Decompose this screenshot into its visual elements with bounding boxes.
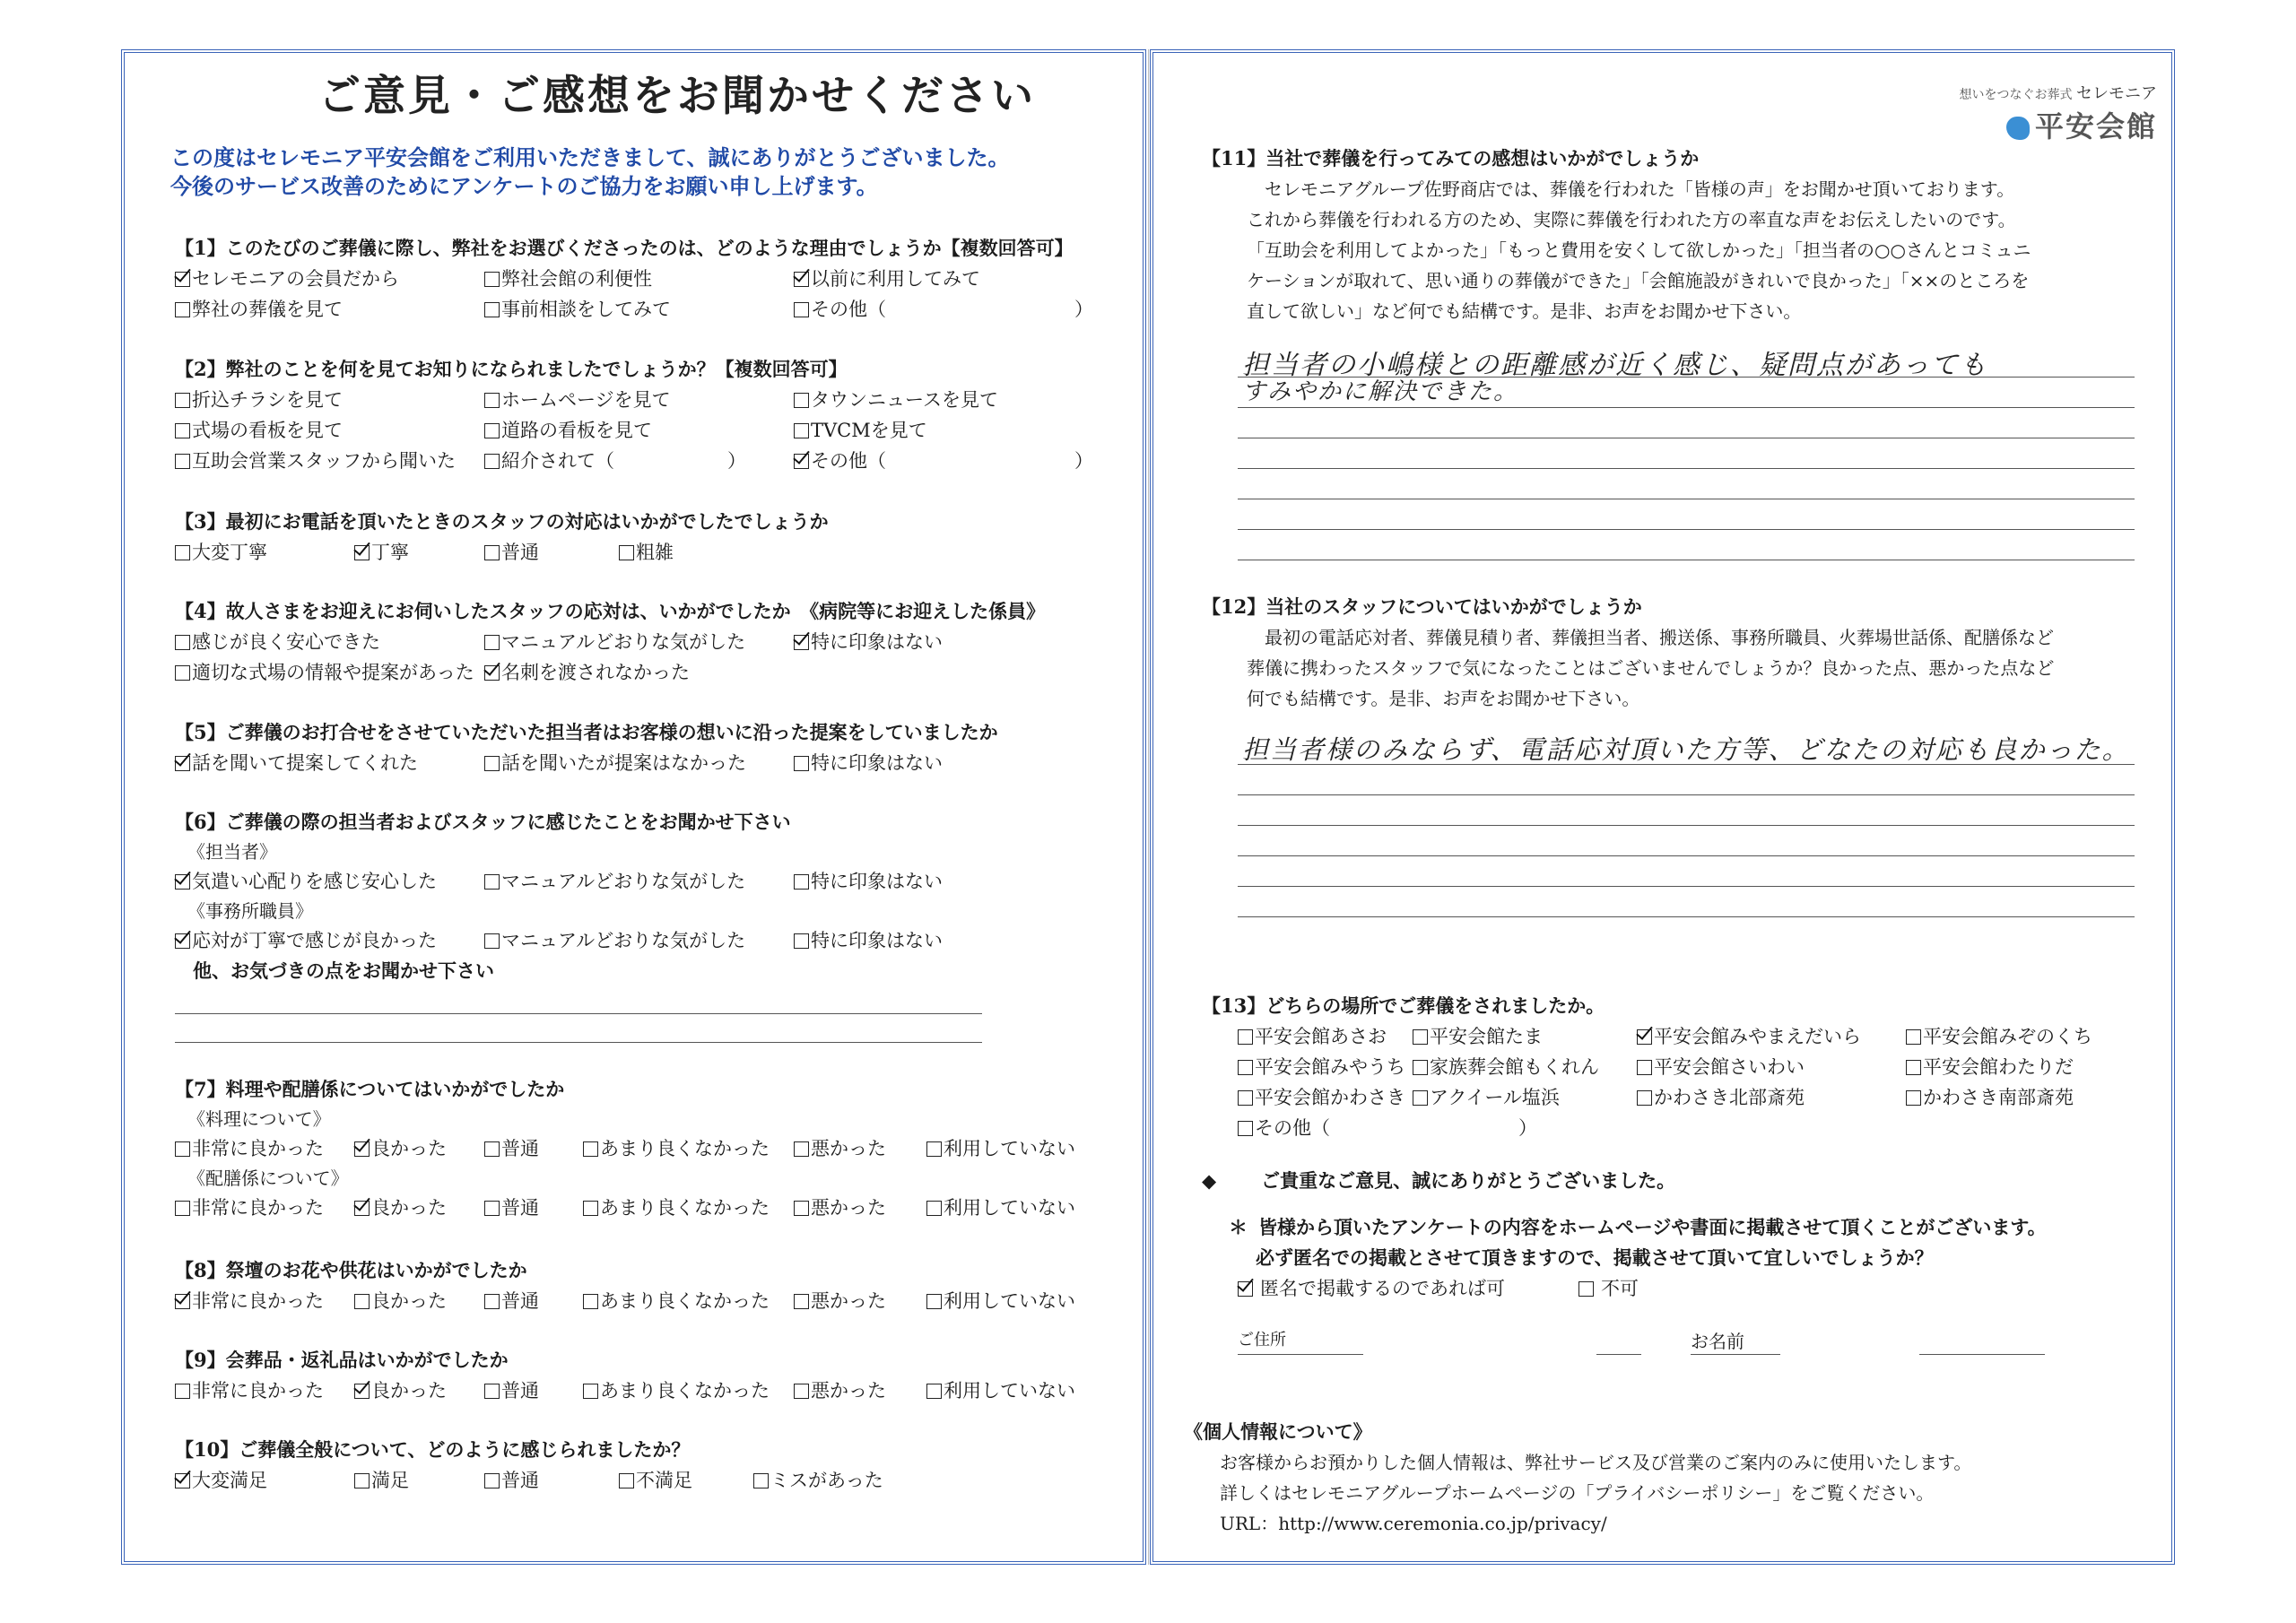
checkbox-icon[interactable] [1238,1029,1253,1045]
q7-food-not-used[interactable]: 利用していない [926,1133,1075,1164]
q10-unsatisfied[interactable]: 不満足 [619,1465,692,1496]
question-10-title: 【10】ご葬儀全般について、どのように感じられましたか？ [175,1438,691,1461]
checkbox-icon[interactable] [175,1201,190,1216]
checkbox-icon[interactable] [1906,1029,1921,1045]
question-2 [175,354,1126,476]
q12-description: 最初の電話応対者、葬儀見積り者、葬儀担当者、搬送係、事務所職員、火葬場世話係、配膳係など [1265,627,2054,648]
intro-text: この度はセレモニア平安会館をご利用いただきまして、誠にありがとうございました。 今後のサービス改善のためにアンケートのご協力をお願い申し上げます。 [170,144,1010,199]
checkbox-icon[interactable] [926,1201,942,1216]
q7-serving-not-used[interactable]: 利用していない [926,1193,1075,1223]
checkbox-icon[interactable] [354,1294,370,1309]
checked-checkbox-icon[interactable] [175,272,190,287]
question-3-title: 【3】最初にお電話を頂いたときのスタッフの対応はいかがでしたでしょうか [175,510,829,533]
q13-option-other[interactable]: その他（ ） [1238,1113,1537,1143]
checked-checkbox-icon[interactable] [794,272,809,287]
q9-not-good[interactable]: あまり良くなかった [583,1376,770,1406]
checked-checkbox-icon[interactable] [354,1141,370,1157]
checked-checkbox-icon[interactable] [484,665,500,681]
q7-serving-options [175,1193,1126,1223]
q6-staff-option-no-impression[interactable]: 特に印象はない [794,866,943,897]
checked-checkbox-icon[interactable] [354,1384,370,1399]
q3-option-normal[interactable]: 普通 [484,537,539,568]
name-label: お名前 [1691,1331,1744,1352]
checkbox-icon[interactable] [484,545,500,560]
checkbox-icon[interactable] [794,302,809,317]
question-6 [175,807,1126,1049]
q3-option-rough[interactable]: 粗雑 [619,537,674,568]
question-11-title: 【11】当社で葬儀を行ってみての感想はいかがでしょうか [1202,147,1700,169]
checked-checkbox-icon[interactable] [175,756,190,771]
checkbox-icon[interactable] [484,302,500,317]
q6-comment-area[interactable] [175,986,1126,1049]
q6-office-option-manual[interactable]: マニュアルどおりな気がした [484,925,745,956]
checkbox-icon[interactable] [354,1473,370,1488]
checkbox-icon[interactable] [583,1384,598,1399]
checked-checkbox-icon[interactable] [175,1294,190,1309]
q6-subheading-staff: 《担当者》 [187,841,277,863]
q7-serving-bad[interactable]: 悪かった [794,1193,886,1223]
checkbox-icon[interactable] [794,1384,809,1399]
diamond-icon: ◆ [1202,1169,1217,1192]
q7-serving-normal[interactable]: 普通 [484,1193,539,1223]
checkbox-icon[interactable] [794,1201,809,1216]
checkbox-icon[interactable] [1578,1281,1594,1297]
checkbox-icon[interactable] [794,756,809,771]
checkbox-icon[interactable] [484,454,500,469]
checkbox-icon[interactable] [583,1141,598,1157]
checked-checkbox-icon[interactable] [175,1473,190,1488]
q2-option-other[interactable]: その他（ ） [794,446,1093,476]
answer-line [1238,916,2135,917]
name-field[interactable] [1919,1354,2045,1355]
q11-answer-area[interactable] [1202,326,2152,560]
question-6-title: 【6】ご葬儀の際の担当者およびスタッフに感じたことをお聞かせ下さい [175,811,791,833]
q9-not-used[interactable]: 利用していない [926,1376,1075,1406]
question-9-title: 【9】会葬品・返礼品はいかがでしたか [175,1349,509,1371]
answer-line [1238,407,2135,408]
checkbox-icon[interactable] [794,933,809,949]
answer-line [1238,886,2135,887]
q1-option-member[interactable]: セレモニアの会員だから [175,264,399,294]
q3-option-polite[interactable]: 丁寧 [354,537,409,568]
checkbox-icon[interactable] [1906,1060,1921,1075]
q5-option-no-impression[interactable]: 特に印象はない [794,748,943,778]
q7-food-normal[interactable]: 普通 [484,1133,539,1164]
q10-normal[interactable]: 普通 [484,1465,539,1496]
closing-section: ◆ ご貴重なご意見、誠にありがとうございました。 ＊ 皆様から頂いたアンケートの内容をホームページや書面に掲載させて頂くことがございます。 必ず匿名での掲載とさせて頂きますので、掲載させて頂いて宜しいでしょうか？ 匿名で掲載するのであれば可 不可 ご住所 お名前 [1202,1166,2152,1367]
question-13-title: 【13】どちらの場所でご葬儀をされましたか。 [1202,994,1605,1017]
checkbox-icon[interactable] [484,393,500,408]
q13-option-south-saien[interactable]: かわさき南部斎苑 [1906,1082,2074,1113]
q2-option-venue-sign[interactable]: 式場の看板を見て [175,415,343,446]
checkbox-icon[interactable] [1637,1090,1652,1106]
checkbox-icon[interactable] [583,1201,598,1216]
q2-option-referral[interactable]: 紹介されて（ ） [484,446,746,476]
checked-checkbox-icon[interactable] [794,454,809,469]
q13-option-accueil-shiohama[interactable]: アクイール塩浜 [1413,1082,1560,1113]
name-underline [1691,1354,1780,1355]
checkbox-icon[interactable] [175,423,190,438]
q11-handwritten-answer-line2: すみやかに解決できた。 [1242,378,1519,405]
q1-option-previous-use[interactable]: 以前に利用してみて [794,264,980,294]
checkbox-icon[interactable] [484,635,500,650]
checkbox-icon[interactable] [484,756,500,771]
q6-office-option-no-impression[interactable]: 特に印象はない [794,925,943,956]
checkbox-icon[interactable] [926,1294,942,1309]
answer-line [1238,855,2135,856]
q13-option-miyauchi[interactable]: 平安会館みやうち [1238,1052,1405,1082]
q6-staff-option-manual[interactable]: マニュアルどおりな気がした [484,866,745,897]
q8-not-good[interactable]: あまり良くなかった [583,1286,770,1316]
checkbox-icon[interactable] [175,393,190,408]
checkbox-icon[interactable] [1413,1090,1428,1106]
q10-mistake[interactable]: ミスがあった [753,1465,883,1496]
checkbox-icon[interactable] [794,393,809,408]
q7-food-bad[interactable]: 悪かった [794,1133,886,1164]
q7-serving-not-good[interactable]: あまり良くなかった [583,1193,770,1223]
checkbox-icon[interactable] [926,1141,942,1157]
checkbox-icon[interactable] [926,1384,942,1399]
checkbox-icon[interactable] [1906,1090,1921,1106]
question-12-title: 【12】当社のスタッフについてはいかがでしょうか [1202,595,1642,618]
question-4-title: 【4】故人さまをお迎えにお伺いしたスタッフの応対は、いかがでしたか 《病院等にお迎えした係員》 [175,600,1046,622]
q13-option-kawasaki[interactable]: 平安会館かわさき [1238,1082,1405,1113]
checkbox-icon[interactable] [484,874,500,890]
address-underline [1238,1354,1363,1355]
checked-checkbox-icon[interactable] [175,933,190,949]
checked-checkbox-icon[interactable] [175,874,190,890]
q11-handwritten-answer-line1: 担当者の小嶋様との距離感が近く感じ、疑問点があっても [1242,350,1988,381]
q13-option-mokuren[interactable]: 家族葬会館もくれん [1413,1052,1599,1082]
answer-line [1238,825,2135,826]
q7-food-not-good[interactable]: あまり良くなかった [583,1133,770,1164]
checkbox-icon[interactable] [484,1201,500,1216]
checkbox-icon[interactable] [484,423,500,438]
publish-option-anonymous[interactable]: 匿名で掲載するのであれば可 [1238,1273,1505,1304]
checkbox-icon[interactable] [619,1473,634,1488]
q13-option-saiwai[interactable]: 平安会館さいわい [1637,1052,1805,1082]
answer-line [1238,529,2135,530]
q4-option-no-impression[interactable]: 特に印象はない [794,627,943,657]
comment-line [175,1013,982,1014]
checkbox-icon[interactable] [1413,1060,1428,1075]
q1-option-seen-funeral[interactable]: 弊社の葬儀を見て [175,294,343,325]
question-12: 【12】当社のスタッフについてはいかがでしょうか 最初の電話応対者、葬儀見積り者、葬儀担当者、搬送係、事務所職員、火葬場世話係、配膳係など 葬儀に携わったスタッフで気になったことはございませんでしょうか？良かった点、悪かった点など 何でも結構です。是非、お声をお聞かせ下さい。 担当者様のみならず、電話応対頂いた方等、どなたの対応も良かった。 [1202,592,2152,920]
q7-food-very-good[interactable]: 非常に良かった [175,1133,324,1164]
company-logo: 想いをつなぐお葬式 セレモニア 平安会館 [1959,84,2157,143]
address-label: ご住所 [1238,1331,1286,1350]
question-1-title: 【1】このたびのご葬儀に際し、弊社をお選びくださったのは、どのような理由でしょうか【複数回答可】 [175,237,1074,259]
privacy-url[interactable]: URL：http://www.ceremonia.co.jp/privacy/ [1220,1513,1607,1534]
q13-option-wataruda[interactable]: 平安会館わたりだ [1906,1052,2074,1082]
page-title: ご意見・ご感想をお聞かせください [318,72,1036,121]
q12-handwritten-answer: 担当者様のみならず、電話応対頂いた方等、どなたの対応も良かった。 [1242,734,2130,765]
q9-very-good[interactable]: 非常に良かった [175,1376,324,1406]
question-7-title: 【7】料理や配膳係についてはいかがでしたか [175,1078,565,1100]
question-13 [1202,991,2152,1143]
question-10 [175,1435,1126,1496]
q9-normal[interactable]: 普通 [484,1376,539,1406]
question-5 [175,717,1126,778]
checkbox-icon[interactable] [753,1473,769,1488]
answer-line [1238,468,2135,469]
q5-option-proposed[interactable]: 話を聞いて提案してくれた [175,748,418,778]
checkbox-icon[interactable] [583,1294,598,1309]
page-fold [1148,49,1149,1565]
question-3 [175,507,1126,568]
q8-very-good[interactable]: 非常に良かった [175,1286,324,1316]
checkbox-icon[interactable] [484,933,500,949]
privacy-section: 《個人情報について》 お客様からお預かりした個人情報は、弊社サービス及び営業のご案内のみに使用いたします。 詳しくはセレモニアグループホームページの「プライバシーポリシー」をご覧ください。 URL：http://www.ceremonia.co.jp/privacy/ [1184,1417,2135,1539]
address-field[interactable] [1596,1354,1641,1355]
q6-other-label: 他、お気づきの点をお聞かせ下さい [193,959,494,982]
asterisk-icon: ＊ [1229,1216,1248,1238]
q3-option-very-polite[interactable]: 大変丁寧 [175,537,267,568]
q8-normal[interactable]: 普通 [484,1286,539,1316]
q7-serving-good[interactable]: 良かった [354,1193,447,1223]
checkbox-icon[interactable] [1413,1029,1428,1045]
question-2-title: 【2】弊社のことを何を見てお知りになられましたでしょうか？【複数回答可】 [175,358,848,380]
q7-subheading-serving: 《配膳係について》 [187,1167,349,1189]
checkbox-icon[interactable] [1238,1121,1253,1136]
q13-option-north-saien[interactable]: かわさき北部斎苑 [1637,1082,1805,1113]
q7-subheading-food: 《料理について》 [187,1108,331,1130]
q5-option-no-proposal[interactable]: 話を聞いたが提案はなかった [484,748,746,778]
answer-line [1238,794,2135,795]
checkbox-icon[interactable] [484,1473,500,1488]
q4-option-no-card[interactable]: 名刺を渡されなかった [484,657,690,688]
checkbox-icon[interactable] [484,1384,500,1399]
q2-option-tvcm[interactable]: TVCMを見て [794,415,927,446]
question-4 [175,596,1126,688]
checked-checkbox-icon[interactable] [1238,1281,1253,1297]
q13-option-miyamaedaira[interactable]: 平安会館みやまえだいら [1637,1021,1861,1052]
checkbox-icon[interactable] [1238,1090,1253,1106]
checkbox-icon[interactable] [175,545,190,560]
q2-option-road-sign[interactable]: 道路の看板を見て [484,415,652,446]
question-7 [175,1074,1126,1223]
q2-option-town-news[interactable]: タウンニュースを見て [794,385,998,415]
checkbox-icon[interactable] [175,1384,190,1399]
checkbox-icon[interactable] [484,272,500,287]
q4-option-venue-info[interactable]: 適切な式場の情報や提案があった [175,657,474,688]
checkbox-icon[interactable] [619,545,634,560]
question-8-title: 【8】祭壇のお花や供花はいかがでしたか [175,1259,527,1281]
q7-serving-very-good[interactable]: 非常に良かった [175,1193,324,1223]
q9-bad[interactable]: 悪かった [794,1376,886,1406]
checked-checkbox-icon[interactable] [1637,1029,1652,1045]
q9-good[interactable]: 良かった [354,1376,447,1406]
q6-subheading-office: 《事務所職員》 [187,900,313,922]
comment-line [175,1042,982,1043]
checkbox-icon[interactable] [1637,1060,1652,1075]
q7-food-options [175,1133,1126,1164]
q1-option-other[interactable]: その他（ ） [794,294,1093,325]
checkbox-icon[interactable] [794,1141,809,1157]
contact-fields [1202,1304,2152,1367]
publish-option-no[interactable]: 不可 [1578,1273,1639,1304]
checkbox-icon[interactable] [175,1141,190,1157]
q2-option-homepage[interactable]: ホームページを見て [484,385,671,415]
q2-option-flyer[interactable]: 折込チラシを見て [175,385,343,415]
privacy-title: 《個人情報について》 [1184,1420,1372,1443]
checkbox-icon[interactable] [484,1141,500,1157]
question-11: 【11】当社で葬儀を行ってみての感想はいかがでしょうか セレモニアグループ佐野商店では、葬儀を行われた「皆様の声」をお聞かせ頂いております。 これから葬儀を行われる方のため、実際に葬儀を行われた方の率直な声をお伝えしたいのです。 「互助会を利用してよかった」「もっと費用を安くして欲しかった」「担当者の○○さんとコミュニ ケーションが取れて、思い通りの葬儀ができた」「会館施設がきれいで良かった」「××のところを 直して欲しい」など何でも結構です。是非、お声をお聞かせ下さい。 担当者の小嶋様との距離感が近く感じ、疑問点があっても すみやかに解決できた。 [1202,143,2152,560]
q10-very-satisfied[interactable]: 大変満足 [175,1465,267,1496]
q2-option-sales-staff[interactable]: 互助会営業スタッフから聞いた [175,446,456,476]
checkbox-icon[interactable] [175,454,190,469]
q4-option-manual[interactable]: マニュアルどおりな気がした [484,627,745,657]
q12-answer-area[interactable] [1202,714,2152,920]
q7-food-good[interactable]: 良かった [354,1133,447,1164]
checkbox-icon[interactable] [794,1294,809,1309]
publish-question: 必ず匿名での掲載とさせて頂きますので、掲載させて頂いて宜しいでしょうか？ [1256,1246,1934,1269]
q8-not-used[interactable]: 利用していない [926,1286,1075,1316]
checkbox-icon[interactable] [484,1294,500,1309]
checked-checkbox-icon[interactable] [354,545,370,560]
q8-bad[interactable]: 悪かった [794,1286,886,1316]
question-8 [175,1255,1126,1316]
question-1 [175,233,1126,325]
question-5-title: 【5】ご葬儀のお打合せをさせていただいた担当者はお客様の想いに沿った提案をしていましたか [175,721,998,743]
thanks-line: ◆ ご貴重なご意見、誠にありがとうございました。 [1202,1169,1676,1192]
q4-option-reassuring[interactable]: 感じが良く安心できた [175,627,380,657]
checked-checkbox-icon[interactable] [354,1201,370,1216]
q13-option-mizonokuchi[interactable]: 平安会館みぞのくち [1906,1021,2092,1052]
question-9 [175,1345,1126,1406]
checkbox-icon[interactable] [794,423,809,438]
q8-good[interactable]: 良かった [354,1286,447,1316]
heian-logo-icon [2006,117,2030,140]
q1-option-convenience[interactable]: 弊社会館の利便性 [484,264,652,294]
checkbox-icon[interactable] [175,665,190,681]
q6-office-option-polite[interactable]: 応対が丁寧で感じが良かった [175,925,437,956]
checkbox-icon[interactable] [175,635,190,650]
q1-option-consultation[interactable]: 事前相談をしてみて [484,294,671,325]
q13-option-asao[interactable]: 平安会館あさお [1238,1021,1387,1052]
q6-staff-option-reassuring[interactable]: 気遣い心配りを感じ安心した [175,866,437,897]
q13-option-tama[interactable]: 平安会館たま [1413,1021,1543,1052]
checkbox-icon[interactable] [1238,1060,1253,1075]
q11-description: セレモニアグループ佐野商店では、葬儀を行われた「皆様の声」をお聞かせ頂いております。 [1265,178,2015,200]
q10-satisfied[interactable]: 満足 [354,1465,409,1496]
checked-checkbox-icon[interactable] [794,635,809,650]
checkbox-icon[interactable] [175,302,190,317]
checkbox-icon[interactable] [794,874,809,890]
